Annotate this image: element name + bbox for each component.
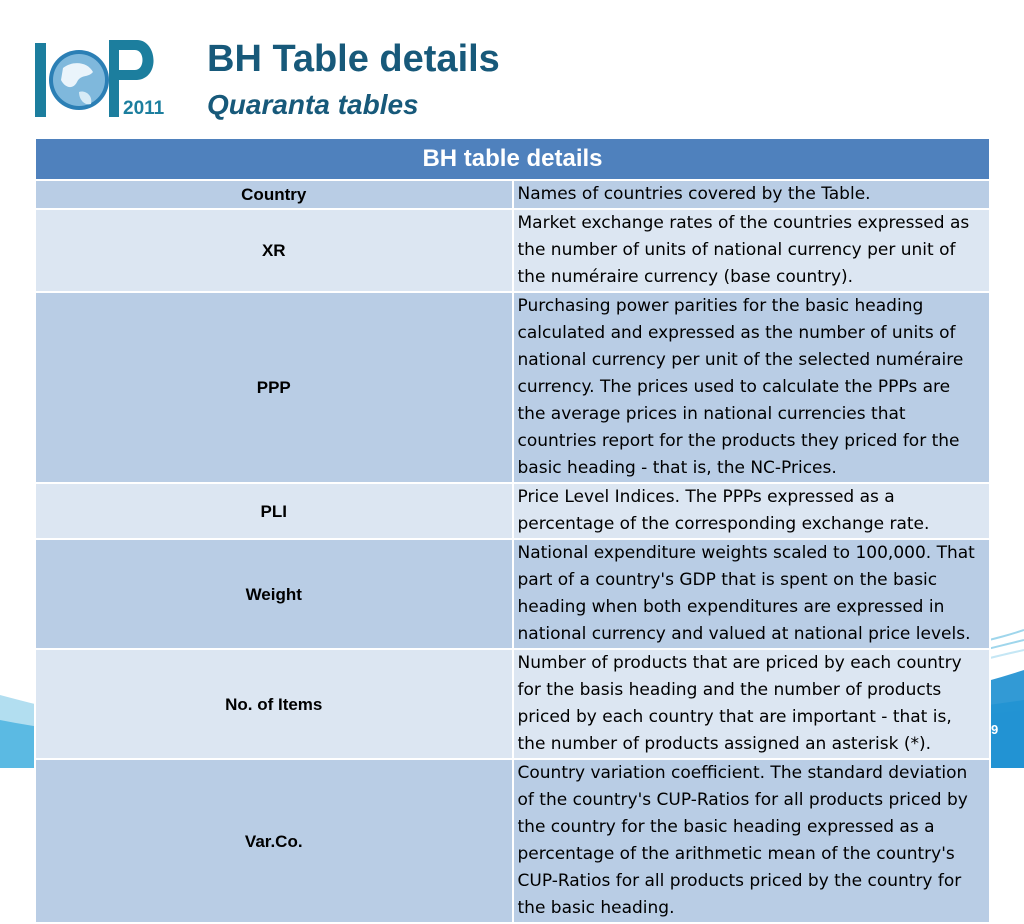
logo-year-text: 2011 bbox=[123, 98, 165, 119]
table-row bbox=[35, 209, 990, 292]
row-key: PPP bbox=[35, 292, 513, 483]
row-key: Var.Co. bbox=[35, 759, 513, 923]
row-value: Market exchange rates of the countries expressed as the number of units of national currency per unit of the numéraire currency (base country). bbox=[513, 209, 991, 292]
table-heading: BH table details bbox=[35, 138, 990, 180]
bh-details-table bbox=[34, 137, 991, 924]
row-value: Price Level Indices. The PPPs expressed as a percentage of the corresponding exchange rate. bbox=[513, 483, 991, 539]
table-header-row bbox=[35, 138, 990, 180]
table-row bbox=[35, 180, 990, 209]
table-row bbox=[35, 539, 990, 649]
table-row bbox=[35, 759, 990, 923]
table-row bbox=[35, 292, 990, 483]
row-key: Country bbox=[35, 180, 513, 209]
table-row bbox=[35, 483, 990, 539]
page-subtitle: Quaranta tables bbox=[207, 89, 419, 120]
row-key: XR bbox=[35, 209, 513, 292]
row-key: Weight bbox=[35, 539, 513, 649]
page-number: 9 bbox=[991, 722, 999, 737]
icp-2011-logo bbox=[33, 40, 168, 120]
row-value: Names of countries covered by the Table. bbox=[513, 180, 991, 209]
row-value: Country variation coefficient. The standard deviation of the country's CUP-Ratios for all products priced by the country for the basic heading expressed as a percentage of the arithmetic mean of the country's CUP-Ratios for all products priced by the country for the basic heading. bbox=[513, 759, 991, 923]
table-row bbox=[35, 649, 990, 759]
page-title: BH Table details bbox=[207, 38, 500, 80]
row-key: No. of Items bbox=[35, 649, 513, 759]
row-value: Number of products that are priced by each country for the basis heading and the number of products priced by each country that are important - that is, the number of products assigned an asterisk (*). bbox=[513, 649, 991, 759]
row-value: National expenditure weights scaled to 100,000. That part of a country's GDP that is spent on the basic heading when both expenditures are expressed in national currency and valued at national price levels. bbox=[513, 539, 991, 649]
row-key: PLI bbox=[35, 483, 513, 539]
row-value: Purchasing power parities for the basic heading calculated and expressed as the number of units of national currency per unit of the selected numéraire currency. The prices used to calculate the PPPs are the average prices in national currencies that countries report for the products they priced for the basic heading - that is, the NC-Prices. bbox=[513, 292, 991, 483]
